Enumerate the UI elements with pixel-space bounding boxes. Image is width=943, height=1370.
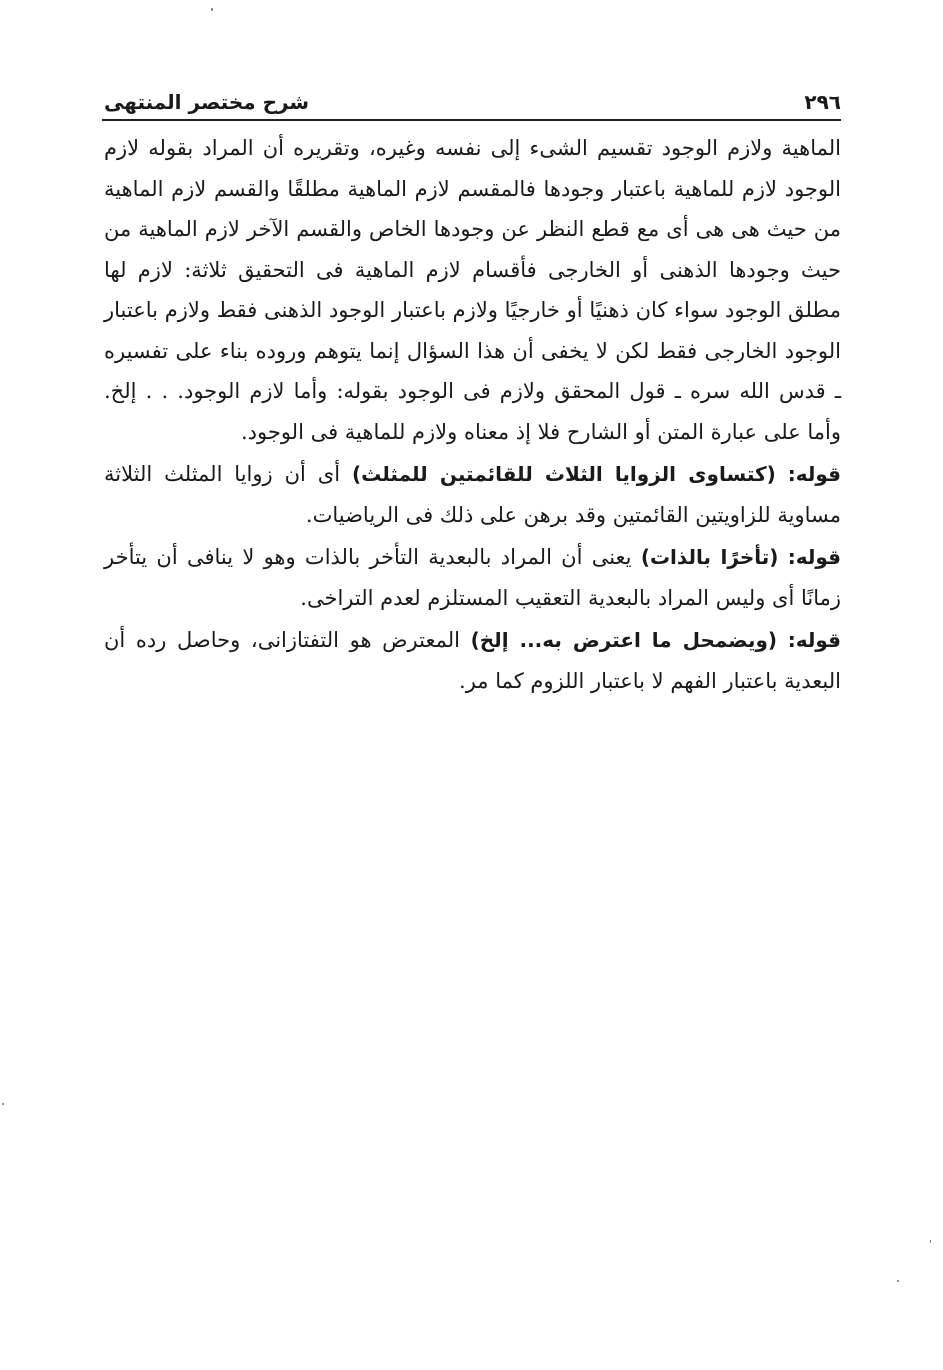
quoted-matn: (كتساوى الزوايا الثلاث للقائمتين للمثلث): [351, 462, 776, 486]
scan-speck: [211, 8, 213, 11]
commentary-paragraph: [104, 537, 841, 618]
quoted-matn: (تأخرًا بالذات): [640, 545, 779, 569]
header-rule: [102, 119, 841, 121]
commentary-lead: قوله:: [787, 628, 841, 652]
running-header: [104, 80, 841, 114]
page-number: ٢٩٦: [804, 90, 841, 114]
commentary-paragraph: [104, 454, 841, 535]
scan-speck: [2, 1103, 4, 1105]
commentary-text: أى أن زوايا المثلث الثلاثة مساوية للزاويتين القائمتين وقد برهن على ذلك فى الرياضيات.: [104, 462, 841, 527]
paragraph-continuation: [104, 128, 841, 452]
scan-speck: [897, 1280, 899, 1282]
book-title: شرح مختصر المنتهى: [104, 90, 310, 114]
quoted-matn: (ويضمحل ما اعترض به... إلخ): [470, 628, 778, 652]
paragraph-text: الماهية ولازم الوجود تقسيم الشىء إلى نفسه وغيره، وتقريره أن المراد بقوله لازم الوجود لازم للماهية باعتبار وجودها فالمقسم لازم الماهية مطلقًا والقسم لازم الماهية من حيث هى هى أى مع قطع النظر عن وجودها الخاص والقسم الآخر لازم الماهية من حيث وجودها الذهنى أو الخارجى فأقسام لازم الماهية فى التحقيق ثلاثة: لازم لها مطلق الوجود سواء كان ذهنيًا أو خارجيًا ولازم باعتبار الوجود الذهنى فقط ولازم باعتبار الوجود الخارجى فقط لكن لا يخفى أن هذا السؤال إنما يتوهم وروده بناء على تفسيره ـ قدس الله سره ـ قول المحقق ولازم فى الوجود بقوله: وأما لازم الوجود. . . إلخ. وأما على عبارة المتن أو الشارح فلا إذ معناه ولازم للماهية فى الوجود.: [104, 136, 841, 444]
scan-speck: [930, 1240, 931, 1243]
commentary-lead: قوله:: [787, 462, 841, 486]
commentary-text: المعترض هو التفتازانى، وحاصل رده أن البعدية باعتبار الفهم لا باعتبار اللزوم كما مر.: [104, 628, 841, 693]
page-body: [104, 128, 841, 701]
commentary-paragraph: [104, 620, 841, 701]
commentary-lead: قوله:: [787, 545, 841, 569]
commentary-text: يعنى أن المراد بالبعدية التأخر بالذات وهو لا ينافى أن يتأخر زمانًا أى وليس المراد بالبعدية التعقيب المستلزم لعدم التراخى.: [104, 545, 841, 610]
